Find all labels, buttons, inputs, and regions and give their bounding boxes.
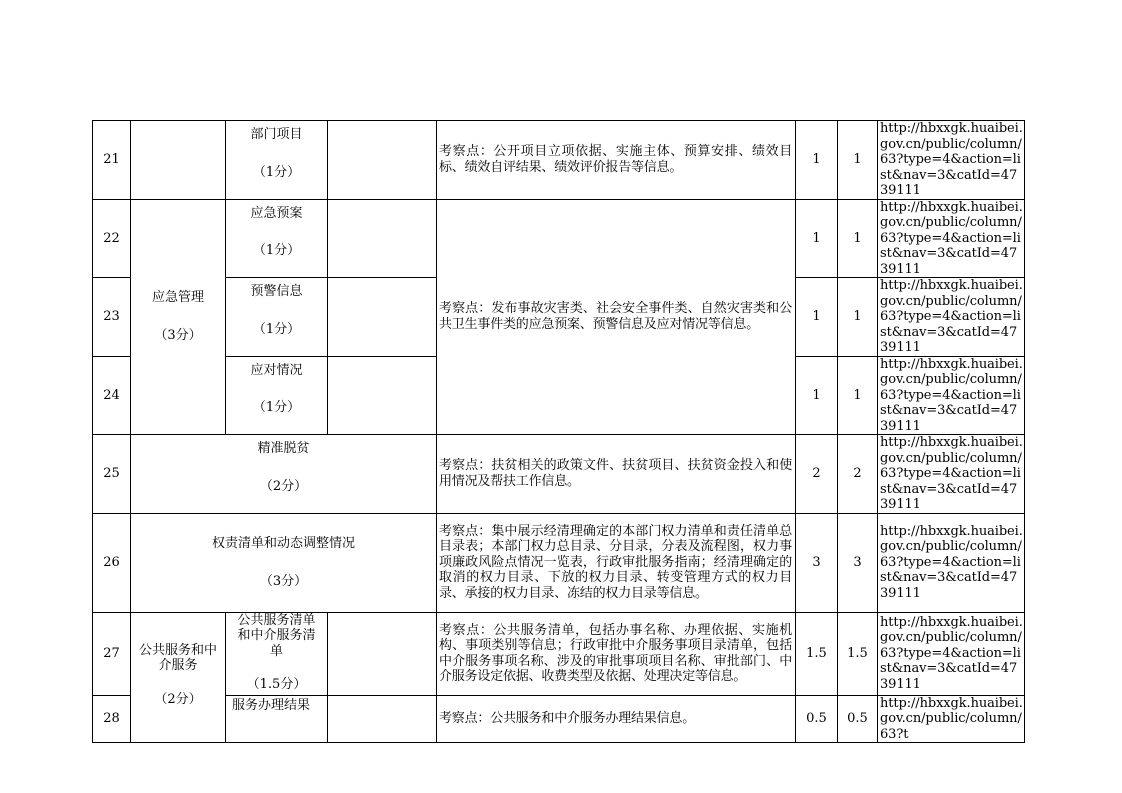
item-name: 精准脱贫 <box>257 441 310 456</box>
blank-cell <box>328 278 437 357</box>
actual-score-value: 1 <box>838 199 878 278</box>
item-score: （2分） <box>259 478 308 494</box>
item-cell <box>131 513 437 612</box>
score-value: 1 <box>796 356 838 435</box>
source-url: http://hbxxgk.huaibei.gov.cn/public/column/63?type=4&action=list&nav=3&catId=4739111 <box>878 121 1025 200</box>
blank-cell <box>328 121 437 200</box>
source-url: http://hbxxgk.huaibei.gov.cn/public/column/63?type=4&action=list&nav=3&catId=4739111 <box>878 513 1025 612</box>
item-cell <box>226 695 328 743</box>
description-cell: 考察点：发布事故灾害类、社会安全事件类、自然灾害类和公共卫生事件类的应急预案、预警信息及应对情况等信息。 <box>437 199 796 435</box>
table-row <box>93 199 1025 278</box>
item-name: 部门项目 <box>250 127 303 142</box>
score-value: 1.5 <box>796 612 838 695</box>
source-url: http://hbxxgk.huaibei.gov.cn/public/column/63?type=4&action=list&nav=3&catId=4739111 <box>878 612 1025 695</box>
row-number: 23 <box>93 278 131 357</box>
item-cell <box>226 612 328 695</box>
blank-cell <box>328 356 437 435</box>
category-cell <box>131 199 226 435</box>
category-cell <box>131 612 226 743</box>
source-url: http://hbxxgk.huaibei.gov.cn/public/column/63?type=4&action=list&nav=3&catId=4739111 <box>878 435 1025 514</box>
item-score: （1分） <box>252 164 301 180</box>
source-url: http://hbxxgk.huaibei.gov.cn/public/column/63?t <box>878 695 1025 743</box>
item-cell <box>226 278 328 357</box>
score-value: 1 <box>796 278 838 357</box>
table-row <box>93 695 1025 743</box>
row-number: 27 <box>93 612 131 695</box>
row-number: 24 <box>93 356 131 435</box>
item-cell <box>131 435 437 514</box>
row-number: 25 <box>93 435 131 514</box>
row-number: 28 <box>93 695 131 743</box>
actual-score-value: 1.5 <box>838 612 878 695</box>
actual-score-value: 1 <box>838 278 878 357</box>
item-cell <box>226 199 328 278</box>
blank-cell <box>328 199 437 278</box>
source-url: http://hbxxgk.huaibei.gov.cn/public/column/63?type=4&action=list&nav=3&catId=4739111 <box>878 199 1025 278</box>
item-cell <box>226 356 328 435</box>
score-value: 1 <box>796 121 838 200</box>
description-cell: 考察点：扶贫相关的政策文件、扶贫项目、扶贫资金投入和使用情况及帮扶工作信息。 <box>437 435 796 514</box>
score-value: 0.5 <box>796 695 838 743</box>
category-name: 应急管理 <box>151 290 204 306</box>
row-number: 21 <box>93 121 131 200</box>
score-value: 1 <box>796 199 838 278</box>
actual-score-value: 2 <box>838 435 878 514</box>
score-value: 2 <box>796 435 838 514</box>
item-score: （1.5分） <box>246 677 307 692</box>
table-row <box>93 513 1025 612</box>
blank-cell <box>328 695 437 743</box>
row-number: 22 <box>93 199 131 278</box>
evaluation-table <box>92 120 1025 743</box>
item-cell <box>226 121 328 200</box>
category-name: 公共服务和中介服务 <box>138 642 217 673</box>
description-cell: 考察点：集中展示经清理确定的本部门权力清单和责任清单总目录表；本部门权力总目录、分目录，分表及流程图，权力事项廉政风险点情况一览表，行政审批服务指南；经清理确定的取消的权力目录、下放的权力目录、转变管理方式的权力目录、承接的权力目录、冻结的权力目录等信息。 <box>437 513 796 612</box>
table-row <box>93 121 1025 200</box>
actual-score-value: 1 <box>838 356 878 435</box>
table-row <box>93 435 1025 514</box>
description-cell: 考察点：公共服务清单，包括办事名称、办理依据、实施机构、事项类别等信息；行政审批中介服务事项目录清单，包括中介服务事项名称、涉及的审批事项项目名称、审批部门、中介服务设定依据、收费类型及依据、处理决定等信息。 <box>437 612 796 695</box>
actual-score-value: 3 <box>838 513 878 612</box>
category-score: （2分） <box>154 691 202 707</box>
item-score: （1分） <box>252 321 301 337</box>
row-number: 26 <box>93 513 131 612</box>
item-score: （3分） <box>259 573 308 589</box>
table-row <box>93 612 1025 695</box>
description-cell: 考察点：公开项目立项依据、实施主体、预算安排、绩效目标、绩效自评结果、绩效评价报告等信息。 <box>437 121 796 200</box>
description-cell: 考察点：公共服务和中介服务办理结果信息。 <box>437 695 796 743</box>
item-name: 公共服务清单和中介服务清单 <box>237 612 316 659</box>
category-score: （3分） <box>154 327 202 343</box>
score-value: 3 <box>796 513 838 612</box>
item-name: 服务办理结果 <box>232 697 311 713</box>
item-name: 应对情况 <box>250 362 303 378</box>
item-name: 应急预案 <box>250 205 303 221</box>
item-score: （1分） <box>252 400 301 415</box>
category-cell <box>131 121 226 200</box>
source-url: http://hbxxgk.huaibei.gov.cn/public/column/63?type=4&action=list&nav=3&catId=4739111 <box>878 278 1025 357</box>
item-name: 权责清单和动态调整情况 <box>211 536 355 551</box>
item-score: （1分） <box>252 243 301 258</box>
source-url: http://hbxxgk.huaibei.gov.cn/public/column/63?type=4&action=list&nav=3&catId=4739111 <box>878 356 1025 435</box>
blank-cell <box>328 612 437 695</box>
actual-score-value: 0.5 <box>838 695 878 743</box>
actual-score-value: 1 <box>838 121 878 200</box>
item-name: 预警信息 <box>250 284 303 299</box>
